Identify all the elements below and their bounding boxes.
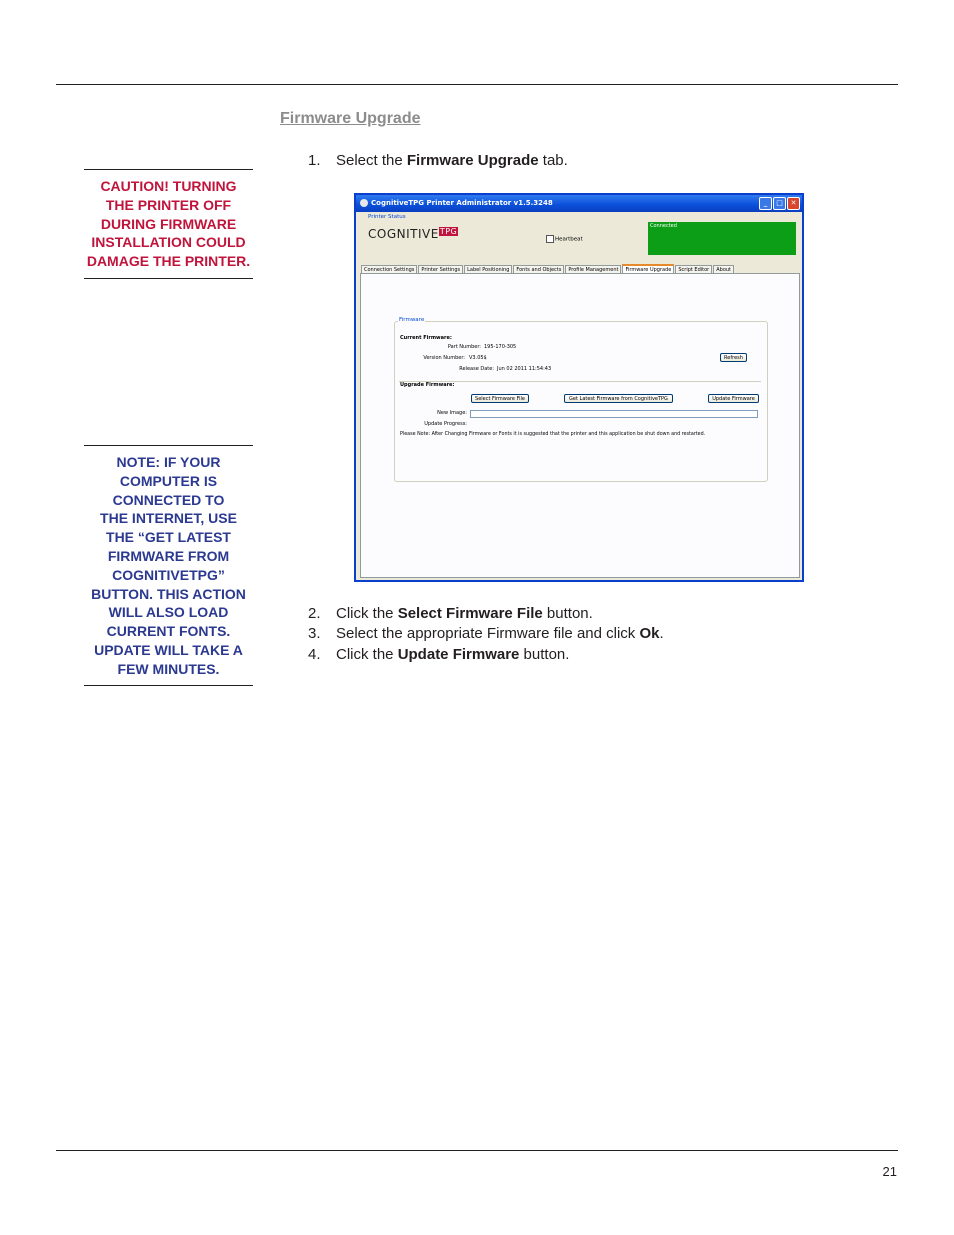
bottom-rule: [56, 1150, 898, 1151]
note-line: COMPUTER IS: [119, 472, 218, 489]
close-icon[interactable]: ✕: [787, 197, 800, 210]
step-number: 4.: [308, 646, 321, 663]
note-box: [84, 445, 253, 686]
checkbox-icon[interactable]: [546, 235, 554, 243]
caution-line: DURING FIRMWARE: [100, 215, 237, 232]
step-bold: Firmware Upgrade: [406, 152, 539, 169]
step-number: 3.: [308, 625, 321, 642]
tab-fonts-and-objects[interactable]: Fonts and Objects: [513, 265, 564, 274]
step-bold: Select Firmware File: [397, 605, 543, 622]
caution-line: THE PRINTER OFF: [105, 196, 232, 213]
refresh-button[interactable]: Refresh: [720, 353, 747, 362]
update-progress-label: Update Progress:: [424, 421, 467, 427]
new-image-label: New Image:: [437, 410, 467, 416]
note-line: THE “GET LATEST: [106, 529, 231, 546]
caution-line: DAMAGE THE PRINTER.: [86, 253, 251, 270]
note-line: CONNECTED TO: [112, 491, 225, 508]
minimize-icon[interactable]: _: [759, 197, 772, 210]
release-date-value: Jun 02 2011 11:54:43: [497, 366, 552, 372]
new-image-input[interactable]: [470, 410, 758, 418]
note-line: UPDATE WILL TAKE A: [94, 641, 243, 658]
printer-administrator-window: [354, 193, 804, 582]
tab-about[interactable]: About: [713, 265, 734, 274]
note-line: THE INTERNET, USE: [100, 510, 237, 527]
window-title: CognitiveTPG Printer Administrator v1.5.3248: [371, 199, 553, 207]
part-number-label: Part Number:: [447, 344, 481, 350]
app-icon: [360, 199, 368, 207]
heartbeat-checkbox[interactable]: [546, 235, 583, 243]
step-3: [308, 624, 664, 644]
cognitivetpg-logo: [368, 227, 458, 241]
caution-box: [84, 169, 253, 279]
step-4: [308, 645, 569, 665]
part-number-value: 195-170-305: [484, 344, 517, 350]
version-number-value: V3.05$: [469, 355, 487, 361]
step-text: tab.: [538, 152, 568, 169]
step-1: [308, 151, 568, 171]
window-titlebar: [356, 195, 802, 212]
window-controls: [758, 197, 800, 214]
step-text: Click the: [336, 605, 398, 622]
firmware-group: [394, 317, 768, 482]
printer-status-group: [361, 216, 797, 256]
step-text: Select the: [336, 152, 407, 169]
step-text: button.: [519, 646, 570, 663]
tab-connection-settings[interactable]: Connection Settings: [361, 265, 417, 274]
step-text: Select the appropriate Firmware file and click: [336, 625, 640, 642]
update-firmware-button[interactable]: Update Firmware: [708, 394, 759, 403]
step-text: .: [659, 625, 664, 642]
tab-script-editor[interactable]: Script Editor: [675, 265, 712, 274]
tab-printer-settings[interactable]: Printer Settings: [418, 265, 463, 274]
logo-text: COGNITIVE: [368, 227, 439, 241]
release-date-label: Release Date:: [459, 366, 494, 372]
step-number: 1.: [308, 152, 321, 169]
firmware-tab-panel: [360, 273, 800, 578]
step-bold: Update Firmware: [397, 646, 520, 663]
tab-label-positioning[interactable]: Label Positioning: [464, 265, 512, 274]
note-line: CURRENT FONTS.: [106, 623, 231, 640]
firmware-group-label: Firmware: [399, 317, 425, 323]
version-number-label: Version Number:: [423, 355, 465, 361]
logo-tpg: TPG: [439, 227, 458, 236]
note-line: COGNITIVETPG”: [112, 566, 225, 583]
tab-firmware-upgrade[interactable]: Firmware Upgrade: [622, 264, 674, 274]
connection-status-panel: [648, 222, 796, 255]
note-line: BUTTON. THIS ACTION: [91, 585, 246, 602]
step-number: 2.: [308, 605, 321, 622]
printer-status-label: Printer Status: [368, 214, 406, 220]
step-text: Click the: [336, 646, 398, 663]
connected-label: Connected: [650, 223, 677, 229]
get-latest-firmware-button[interactable]: Get Latest Firmware from CognitiveTPG: [564, 394, 673, 403]
heartbeat-label: Heartbeat: [555, 236, 583, 243]
step-bold: Ok: [639, 625, 660, 642]
step-text: button.: [542, 605, 593, 622]
note-line: NOTE: IF YOUR: [116, 454, 221, 470]
section-title: Firmware Upgrade: [280, 110, 421, 127]
please-note-text: Please Note: After Changing Firmware or Fonts it is suggested that the printer and this application be shut down and restarted.: [400, 432, 706, 437]
page-number: 21: [882, 1164, 897, 1179]
top-rule: [56, 84, 898, 85]
select-firmware-file-button[interactable]: Select Firmware File: [471, 394, 529, 403]
current-firmware-label: Current Firmware:: [400, 335, 452, 341]
note-line: FEW MINUTES.: [117, 660, 220, 677]
caution-line: CAUTION! TURNING: [100, 178, 237, 194]
tab-profile-management[interactable]: Profile Management: [565, 265, 621, 274]
note-line: WILL ALSO LOAD: [108, 604, 229, 621]
note-line: FIRMWARE FROM: [107, 547, 230, 564]
caution-line: INSTALLATION COULD: [91, 234, 246, 251]
maximize-icon[interactable]: □: [773, 197, 786, 210]
upgrade-firmware-label: Upgrade Firmware:: [400, 382, 455, 388]
step-2: [308, 604, 593, 624]
